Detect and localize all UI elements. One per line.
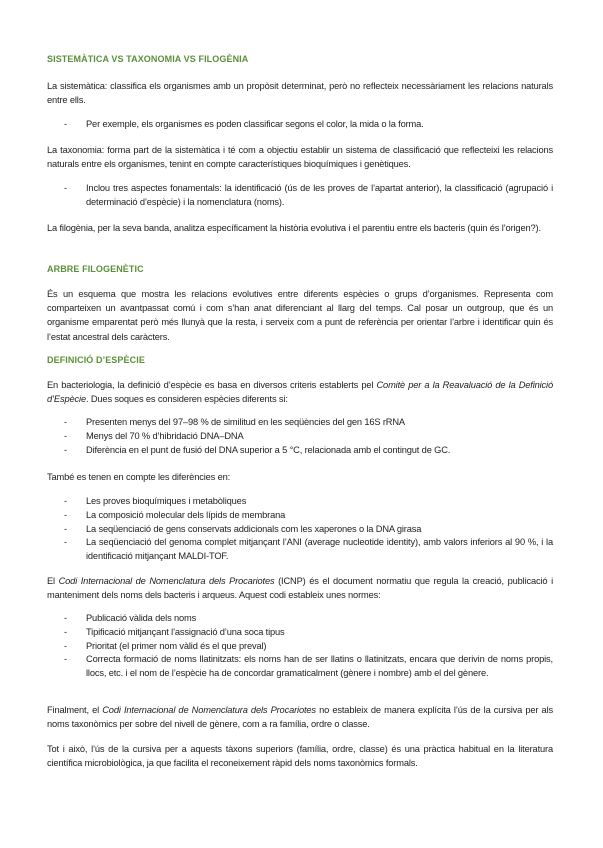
list-item: - Prioritat (el primer nom vàlid és el que preval) [64,640,553,654]
list-sistematica-example [64,118,553,132]
list-item: - Inclou tres aspectes fonamentals: la identificació (ús de les proves de l’apartat anterior), la classificació (agrupació i determinació d’espècie) i la nomenclatura (noms). [64,182,553,210]
paragraph-diferencies: També es tenen en compte les diferències en: [47,472,231,482]
list-taxonomia-aspects [64,182,553,210]
list-diferencies [64,495,553,564]
section-heading-especie: DEFINICIÓ D’ESPÈCIE [47,355,145,365]
list-item: - La seqüenciació del genoma complet mitjançant l’ANI (average nucleotide identity), amb valors inferiors al 90 %, i la identificació mitjançant MALDI-TOF. [64,536,553,564]
list-item: - Diferència en el punt de fusió del DNA superior a 5 °C, relacionada amb el contingut de GC. [64,444,553,458]
paragraph-sistematica: La sistemàtica: classifica els organismes amb un propòsit determinat, però no reflecteix necessàriament les relacions naturals entre ells. [47,81,553,106]
paragraph-taxonomia: La taxonomia: forma part de la sistemàtica i té com a objectiu establir un sistema de classificació que reflecteixi les relacions naturals entre els organismes, tenint en compte característiques bioquímiques i genètiques. [47,145,553,170]
paragraph-bacteriologia: En bacteriologia, la definició d’espècie es basa en diversos criteris establerts pel Comitè per a la Reavaluació de la Definició d’Espècie. Dues soques es consideren espècies diferents si: [47,380,553,405]
paragraph-arbre: És un esquema que mostra les relacions evolutives entre diferents espècies o grups d’organismes. Representa com comparteixen un avantpassat comú i com s’han anat diferenciant al llarg del temps. Cal posar un outgroup, que és un organisme emparentat però més llunyà que la resta, i serveix com a punt de referència per orientar l’arbre i identificar quin és l’estat ancestral dels caràcters. [47,289,553,342]
section-heading-sistematica: SISTEMÀTICA VS TAXONOMIA VS FILOGÈNIA [47,54,249,64]
list-especie-criteris [64,416,553,457]
paragraph-filogenia: La filogènia, per la seva banda, analitza específicament la història evolutiva i el parentiu entre els bacteris (quin és l’origen?). [47,223,541,233]
list-item: - Tipificació mitjançant l’assignació d’una soca tipus [64,626,553,640]
list-item: - Per exemple, els organismes es poden classificar segons el color, la mida o la forma. [64,118,553,132]
list-item: - Presenten menys del 97–98 % de similitud en les seqüències del gen 16S rRNA [64,416,553,430]
list-item: - Les proves bioquímiques i metabòliques [64,495,553,509]
paragraph-finalment: Finalment, el Codi Internacional de Nomenclatura dels Procariotes no estableix de manera explícita l’ús de la cursiva per als noms taxonòmics per sobre del nivell de gènere, com a ra família, ordre o classe. [47,705,553,730]
list-icnp-normes [64,612,553,681]
list-item: - La composició molecular dels lípids de membrana [64,509,553,523]
list-item: - Publicació vàlida dels noms [64,612,553,626]
list-item: - La seqüenciació de gens conservats addicionals com les xaperones o la DNA girasa [64,523,553,537]
paragraph-cursiva: Tot i això, l’ús de la cursiva per a aquests tàxons superiors (família, ordre, classe) és una pràctica habitual en la literatura científica microbiològica, ja que facilita el reconeixement ràpid dels noms taxonòmics formals. [47,744,553,769]
paragraph-icnp: El Codi Internacional de Nomenclatura dels Procariotes (ICNP) és el document normatiu que regula la creació, publicació i manteniment dels noms dels bacteris i arqueus. Aquest codi estableix unes normes: [47,576,553,601]
section-heading-arbre: ARBRE FILOGENÈTIC [47,264,144,274]
list-item: - Menys del 70 % d’hibridació DNA–DNA [64,430,553,444]
list-item: - Correcta formació de noms llatinitzats: els noms han de ser llatins o llatinitzats, encara que derivin de noms propis, llocs, etc. i el nom de l’espècie ha de concordar gramaticalment (gènere i nombre) amb el del gènere. [64,653,553,681]
